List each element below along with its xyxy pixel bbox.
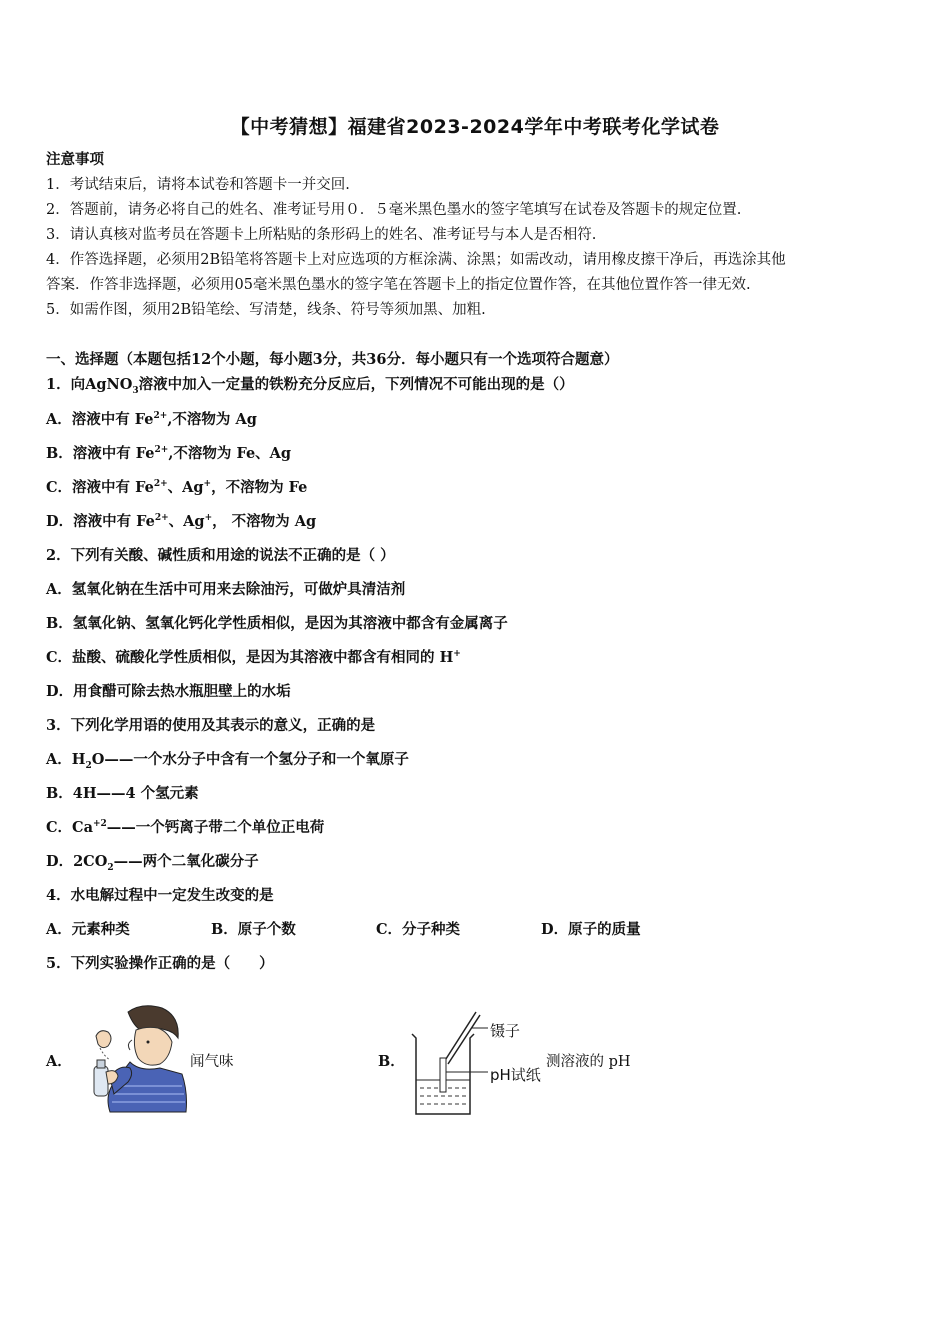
q2-option-c: C．盐酸、硫酸化学性质相似，是因为其溶液中都含有相同的 H+ bbox=[46, 649, 461, 666]
tweezers-label: 镊子 bbox=[490, 1022, 521, 1040]
q5-stem: 5．下列实验操作正确的是（ ） bbox=[46, 955, 274, 972]
notice-heading: 注意事项 bbox=[46, 151, 104, 168]
q1-option-a: A．溶液中有 $Fe^{2+}$,不溶物为 Ag bbox=[46, 411, 257, 428]
q5-option-a-letter: A． bbox=[46, 1053, 72, 1070]
q1-option-c: C．溶液中有 $Fe^{2+}$、Ag+，不溶物为 Fe bbox=[46, 479, 308, 496]
q3-option-d: D．$2CO_2——$两个二氧化碳分子 bbox=[46, 853, 259, 873]
smelling-gas-illustration bbox=[70, 1002, 188, 1114]
q4-option-c: C．分子种类 bbox=[376, 921, 461, 938]
notice-item-4-cont: 答案．作答非选择题，必须用05毫米黑色墨水的签字笔在答题卡上的指定位置作答，在其他位置作答一律无效. bbox=[46, 277, 751, 293]
q3-option-a: A．$H_2O——$一个水分子中含有一个氢分子和一个氧原子 bbox=[46, 751, 409, 771]
page-title: 【中考猜想】福建省2023-2024学年中考联考化学试卷 bbox=[230, 116, 720, 138]
q4-option-b: B．原子个数 bbox=[211, 921, 296, 938]
q5-option-a-caption: 闻气味 bbox=[190, 1054, 234, 1070]
ph-test-beaker-illustration bbox=[406, 1010, 502, 1120]
q4-option-d: D．原子的质量 bbox=[541, 921, 641, 938]
q2-option-b: B．氢氧化钠、氢氧化钙化学性质相似，是因为其溶液中都含有金属离子 bbox=[46, 615, 508, 632]
q1-option-b: B．溶液中有 $Fe^{2+}$,不溶物为 Fe、Ag bbox=[46, 445, 292, 462]
notice-item-2: 2．答题前，请务必将自己的姓名、准考证号用０．５毫米黑色墨水的签字笔填写在试卷及答题卡的规定位置. bbox=[46, 202, 742, 218]
q5-option-b-caption: 测溶液的 pH bbox=[546, 1054, 631, 1070]
q4-stem: 4．水电解过程中一定发生改变的是 bbox=[46, 887, 274, 904]
q4-option-a: A．元素种类 bbox=[46, 921, 130, 938]
q1-stem: 1．向AgNO$_3$溶液中加入一定量的铁粉充分反应后，下列情况不可能出现的是（） bbox=[46, 376, 574, 396]
q3-option-c: C．$Ca^{+2}——$一个钙离子带二个单位正电荷 bbox=[46, 819, 325, 836]
ph-paper-label: pH试纸 bbox=[490, 1066, 541, 1084]
q3-option-b: B．4H——4 个氢元素 bbox=[46, 785, 199, 802]
q2-stem: 2．下列有关酸、碱性质和用途的说法不正确的是（ ） bbox=[46, 547, 395, 564]
q5-option-b-letter: B． bbox=[378, 1053, 405, 1070]
notice-item-1: 1．考试结束后，请将本试卷和答题卡一并交回. bbox=[46, 177, 350, 193]
q2-option-a: A．氢氧化钠在生活中可用来去除油污，可做炉具清洁剂 bbox=[46, 581, 406, 598]
section-heading: 一、选择题（本题包括12个小题，每小题3分，共36分．每小题只有一个选项符合题意） bbox=[46, 351, 619, 368]
notice-item-3: 3．请认真核对监考员在答题卡上所粘贴的条形码上的姓名、准考证号与本人是否相符. bbox=[46, 227, 597, 243]
q2-option-d: D．用食醋可除去热水瓶胆壁上的水垢 bbox=[46, 683, 291, 700]
q3-stem: 3．下列化学用语的使用及其表示的意义，正确的是 bbox=[46, 717, 376, 734]
q1-option-d: D．溶液中有 $Fe^{2+}$、Ag+， 不溶物为 Ag bbox=[46, 513, 317, 530]
notice-item-4: 4．作答选择题，必须用2B铅笔将答题卡上对应选项的方框涂满、涂黑；如需改动，请用橡皮擦干净后，再选涂其他 bbox=[46, 252, 786, 268]
notice-item-5: 5．如需作图，须用2B铅笔绘、写清楚，线条、符号等须加黑、加粗. bbox=[46, 302, 486, 318]
